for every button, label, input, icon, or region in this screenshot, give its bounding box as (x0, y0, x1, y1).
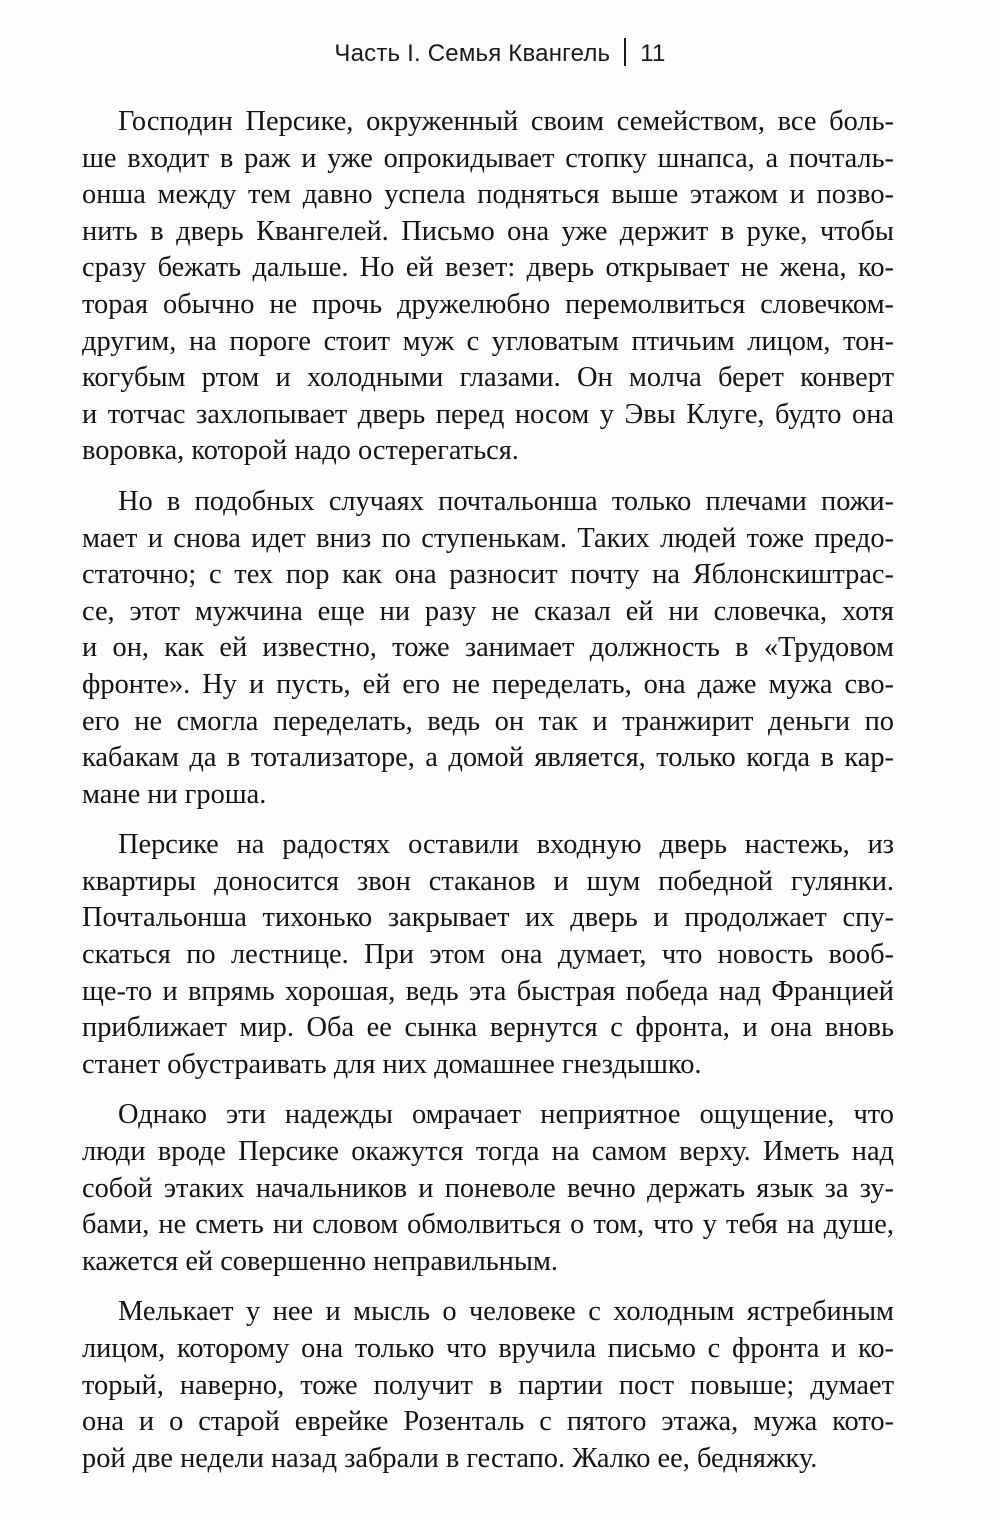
paragraph (82, 484, 894, 813)
text-line: статочно; с тех пор как она разносит почту на Яблонскиштрас- (82, 559, 894, 591)
text-line: лицом, которому она только что вручила письмо с фронта и ко- (82, 1333, 894, 1364)
text-line: се, этот мужчина еще ни разу не сказал ей ни словечка, хотя (82, 595, 894, 627)
text-line: торый, наверно, тоже получит в партии пост повыше; думает (82, 1369, 894, 1401)
text-line: и он, как ей известно, тоже занимает должность в «Трудовом (82, 632, 894, 664)
text-line: фронте». Ну и пусть, ей его не переделать, она даже мужа сво- (82, 668, 894, 700)
text-line: скаться по лестнице. При этом она думает, что новость вооб- (82, 939, 894, 971)
text-line: Однако эти надежды омрачает неприятное ощущение, что (118, 1099, 894, 1131)
running-header (0, 38, 1000, 68)
text-line: она и о старой еврейке Розенталь с пятого этажа, мужа кото- (82, 1406, 894, 1438)
paragraph (82, 1294, 894, 1477)
text-line: рой две недели назад забрали в гестапо. Жалко ее, бедняжку. (82, 1442, 818, 1474)
paragraph (82, 104, 894, 470)
paragraph (82, 827, 894, 1083)
text-line: нить в дверь Квангелей. Письмо она уже держит в руке, чтобы (82, 215, 894, 247)
text-line: другим, на пороге стоит муж с угловатым птичьим лицом, тон- (82, 325, 894, 357)
text-line: люди вроде Персике окажутся тогда на самом верху. Иметь над (82, 1136, 894, 1168)
text-line: мает и снова идет вниз по ступенькам. Таких людей тоже предо- (82, 522, 894, 554)
text-line: квартиры доносится звон стаканов и шум победной гулянки. (82, 865, 894, 897)
text-line: его не смогла переделать, ведь он так и транжирит деньги по (82, 705, 894, 737)
text-line: Персике на радостях оставили входную дверь настежь, из (118, 829, 894, 861)
text-line: торая обычно не прочь дружелюбно перемолвиться словечком- (82, 288, 894, 320)
text-line: когубым ртом и холодными глазами. Он молча берет конверт (82, 362, 894, 394)
text-line: бами, не сметь ни словом обмолвиться о том, что у тебя на душе, (82, 1209, 894, 1241)
text-line: Господин Персике, окруженный своим семейством, все боль- (118, 106, 894, 137)
text-line: ще-то и впрямь хорошая, ведь эта быстрая победа над Францией (82, 975, 894, 1007)
text-line: Почтальонша тихонько закрывает их дверь и продолжает спу- (82, 902, 894, 934)
body-text (82, 104, 894, 1491)
paragraph (82, 1097, 894, 1280)
text-line: кабакам да в тотализаторе, а домой является, только когда в кар- (82, 742, 894, 774)
text-line: Мелькает у нее и мысль о человеке с холодным ястребиным (118, 1296, 894, 1328)
text-line: ше входит в раж и уже опрокидывает стопку шнапса, а почталь- (82, 142, 894, 174)
text-line: Но в подобных случаях почтальонша только плечами пожи- (118, 485, 894, 517)
text-line: сразу бежать дальше. Но ей везет: дверь открывает не жена, ко- (82, 252, 894, 284)
text-line: воровка, которой надо остерегаться. (82, 435, 519, 467)
text-line: приближает мир. Оба ее сынка вернутся с фронта, и она вновь (82, 1012, 894, 1044)
page-number: 11 (640, 40, 666, 67)
text-line: собой этаких начальников и поневоле вечно держать язык за зу- (82, 1172, 894, 1204)
part-title: Часть I. Семья Квангель (334, 40, 611, 67)
text-line: и тотчас захлопывает дверь перед носом у Эвы Клуге, будто она (82, 398, 894, 430)
header-separator (624, 38, 626, 66)
text-line: мане ни гроша. (82, 778, 267, 810)
text-line: кажется ей совершенно неправильным. (82, 1245, 559, 1277)
text-line: онша между тем давно успела подняться выше этажом и позво- (82, 179, 894, 211)
text-line: станет обустраивать для них домашнее гнездышко. (82, 1048, 702, 1080)
